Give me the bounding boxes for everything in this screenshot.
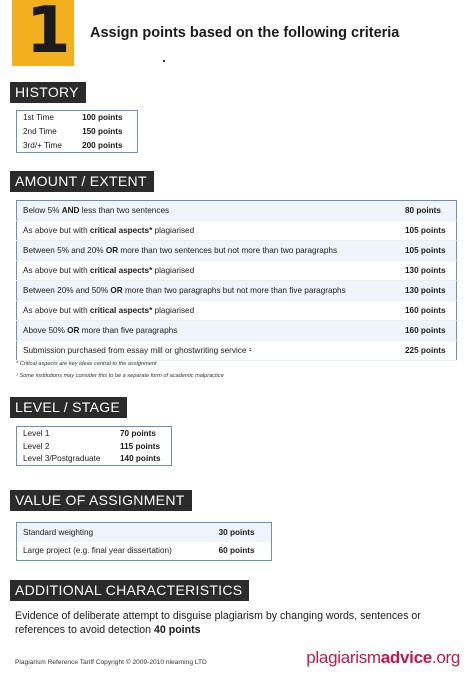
row-label: 1st Time (23, 113, 54, 123)
page-title: Assign points based on the following criteria (90, 25, 400, 41)
row-criterion: Between 20% and 50% OR more than two paragraphs but not more than five paragraphs (17, 281, 400, 301)
table-row (17, 542, 272, 561)
row-points: 160 points (399, 301, 457, 321)
table-row (17, 453, 172, 466)
row-points: 105 points (399, 241, 457, 261)
row-criterion: As above but with critical aspects* plagiarised (17, 221, 400, 241)
row-points: 30 points (218, 527, 255, 537)
additional-points: 40 points (154, 624, 201, 636)
history-table (16, 110, 138, 153)
row-label: Large project (e.g. final year dissertation) (23, 546, 172, 556)
row-points: 130 points (399, 261, 457, 281)
step-number-badge (12, 0, 74, 66)
row-points: 225 points (399, 341, 457, 361)
decorative-dot (163, 60, 165, 62)
table-row (17, 201, 457, 221)
level-table (16, 426, 172, 466)
row-criterion: Submission purchased from essay mill or ghostwriting service ¹ (17, 341, 400, 361)
table-row (17, 321, 457, 341)
table-row (17, 281, 457, 301)
row-points: 150 points (82, 127, 123, 136)
table-row (17, 111, 138, 125)
step-number: 1 (26, 0, 69, 68)
row-criterion: Below 5% AND less than two sentences (17, 201, 400, 221)
value-heading: VALUE OF ASSIGNMENT (10, 490, 192, 511)
table-row (17, 221, 457, 241)
row-label: 3rd/+ Time (23, 140, 62, 150)
table-row (17, 139, 138, 153)
row-points: 80 points (399, 201, 457, 221)
table-row (17, 440, 172, 453)
row-criterion: As above but with critical aspects* plagiarised (17, 301, 400, 321)
additional-heading: ADDITIONAL CHARACTERISTICS (10, 580, 249, 601)
table-row (17, 301, 457, 321)
row-label: Level 3/Postgraduate (23, 454, 101, 464)
amount-table (16, 200, 457, 361)
row-criterion: As above but with critical aspects* plagiarised (17, 261, 400, 281)
table-row (17, 341, 457, 361)
row-label: Level 1 (23, 428, 50, 438)
row-points: 140 points (120, 454, 161, 464)
level-heading: LEVEL / STAGE (10, 397, 127, 418)
table-row (17, 241, 457, 261)
table-row (17, 261, 457, 281)
row-points: 130 points (399, 281, 457, 301)
row-points: 105 points (399, 221, 457, 241)
history-heading: HISTORY (10, 82, 86, 103)
row-points: 115 points (120, 441, 161, 451)
row-points: 160 points (399, 321, 457, 341)
table-row (17, 523, 272, 542)
row-label: Standard weighting (23, 527, 94, 537)
row-points: 200 points (82, 140, 123, 150)
row-criterion: Between 5% and 20% OR more than two sentences but not more than two paragraphs (17, 241, 400, 261)
row-points: 60 points (218, 546, 255, 556)
footnote-critical: * Critical aspects are key ideas central to the assignment (16, 361, 157, 367)
row-points: 70 points (120, 428, 156, 438)
row-label: 2nd Time (23, 127, 57, 136)
value-table (16, 522, 272, 561)
row-points: 100 points (82, 113, 123, 123)
row-label: Level 2 (23, 441, 50, 451)
amount-heading: AMOUNT / EXTENT (10, 171, 154, 192)
table-row (17, 125, 138, 139)
brand-logo: plagiarismadvice.org (306, 648, 460, 667)
row-criterion: Above 50% OR more than five paragraphs (17, 321, 400, 341)
additional-description: Evidence of deliberate attempt to disguise plagiarism by changing words, sentences or references to avoid detection 40 points (15, 610, 421, 636)
table-row (17, 427, 172, 440)
copyright-notice: Plagiarism Reference Tariff Copyright © 2009-2010 nlearning LTD (15, 659, 207, 666)
footnote-ghostwriting: ¹ Some institutions may consider this to be a separate form of academic malpractice (16, 373, 224, 379)
